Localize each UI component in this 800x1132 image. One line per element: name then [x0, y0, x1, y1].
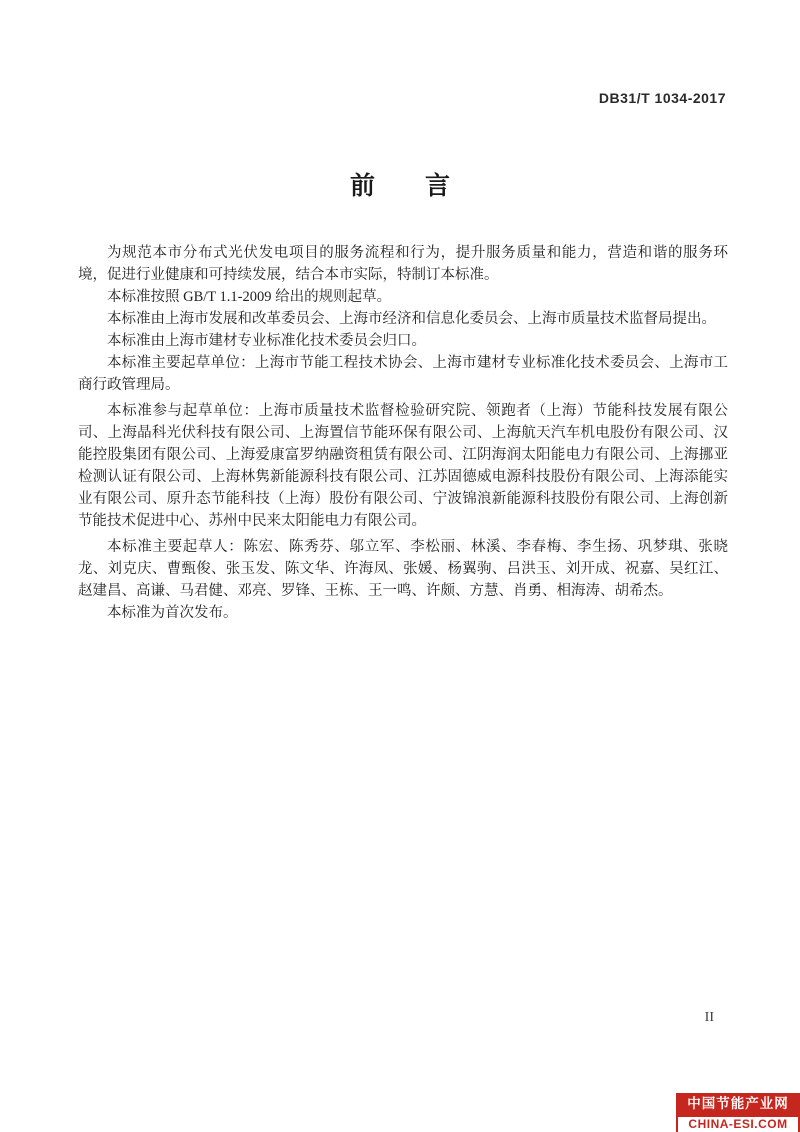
paragraph-main-drafting-orgs: 本标准主要起草单位：上海市节能工程技术协会、上海市建材专业标准化技术委员会、上海市工商行政管理局。	[78, 355, 728, 393]
paragraph-drafting-rule: 本标准按照 GB/T 1.1-2009 给出的规则起草。	[107, 289, 392, 305]
watermark-site-name: 中国节能产业网	[676, 1093, 800, 1115]
page-number: II	[704, 1010, 714, 1025]
paragraph-first-release: 本标准为首次发布。	[107, 605, 238, 621]
paragraph-main-drafters: 本标准主要起草人：陈宏、陈秀芬、邬立军、李松丽、林溪、李春梅、李生扬、巩梦琪、张晓龙、刘克庆、曹甄俊、张玉发、陈文华、许海凤、张媛、杨翼驹、吕洪玉、刘开成、祝嘉、吴红江、赵建昌、高谦、马君健、邓亮、罗锋、王栋、王一鸣、许颇、方慧、肖勇、相海涛、胡希杰。	[78, 539, 728, 599]
paragraph-intro: 为规范本市分布式光伏发电项目的服务流程和行为，提升服务质量和能力，营造和谐的服务环境，促进行业健康和可持续发展，结合本市实际，特制订本标准。	[78, 245, 728, 283]
paragraph-proposed-by: 本标准由上海市发展和改革委员会、上海市经济和信息化委员会、上海市质量技术监督局提出。	[107, 311, 716, 327]
watermark-site-url: CHINA-ESI.COM	[676, 1115, 800, 1132]
document-body	[78, 242, 728, 624]
paragraph-under-jurisdiction: 本标准由上海市建材专业标准化技术委员会归口。	[107, 333, 426, 349]
watermark-badge	[676, 1093, 800, 1132]
page-title: 前 言	[349, 173, 450, 200]
standard-code: DB31/T 1034-2017	[598, 90, 726, 106]
paragraph-participating-orgs: 本标准参与起草单位：上海市质量技术监督检验研究院、领跑者（上海）节能科技发展有限公司、上海晶科光伏科技有限公司、上海置信节能环保有限公司、上海航天汽车机电股份有限公司、汉能控股集团有限公司、上海爱康富罗纳融资租赁有限公司、江阴海润太阳能电力有限公司、上海挪亚检测认证有限公司、上海林隽新能源科技有限公司、江苏固德威电源科技股份有限公司、上海添能实业有限公司、原升态节能科技（上海）股份有限公司、宁波锦浪新能源科技股份有限公司、上海创新节能技术促进中心、苏州中民来太阳能电力有限公司。	[78, 403, 728, 529]
